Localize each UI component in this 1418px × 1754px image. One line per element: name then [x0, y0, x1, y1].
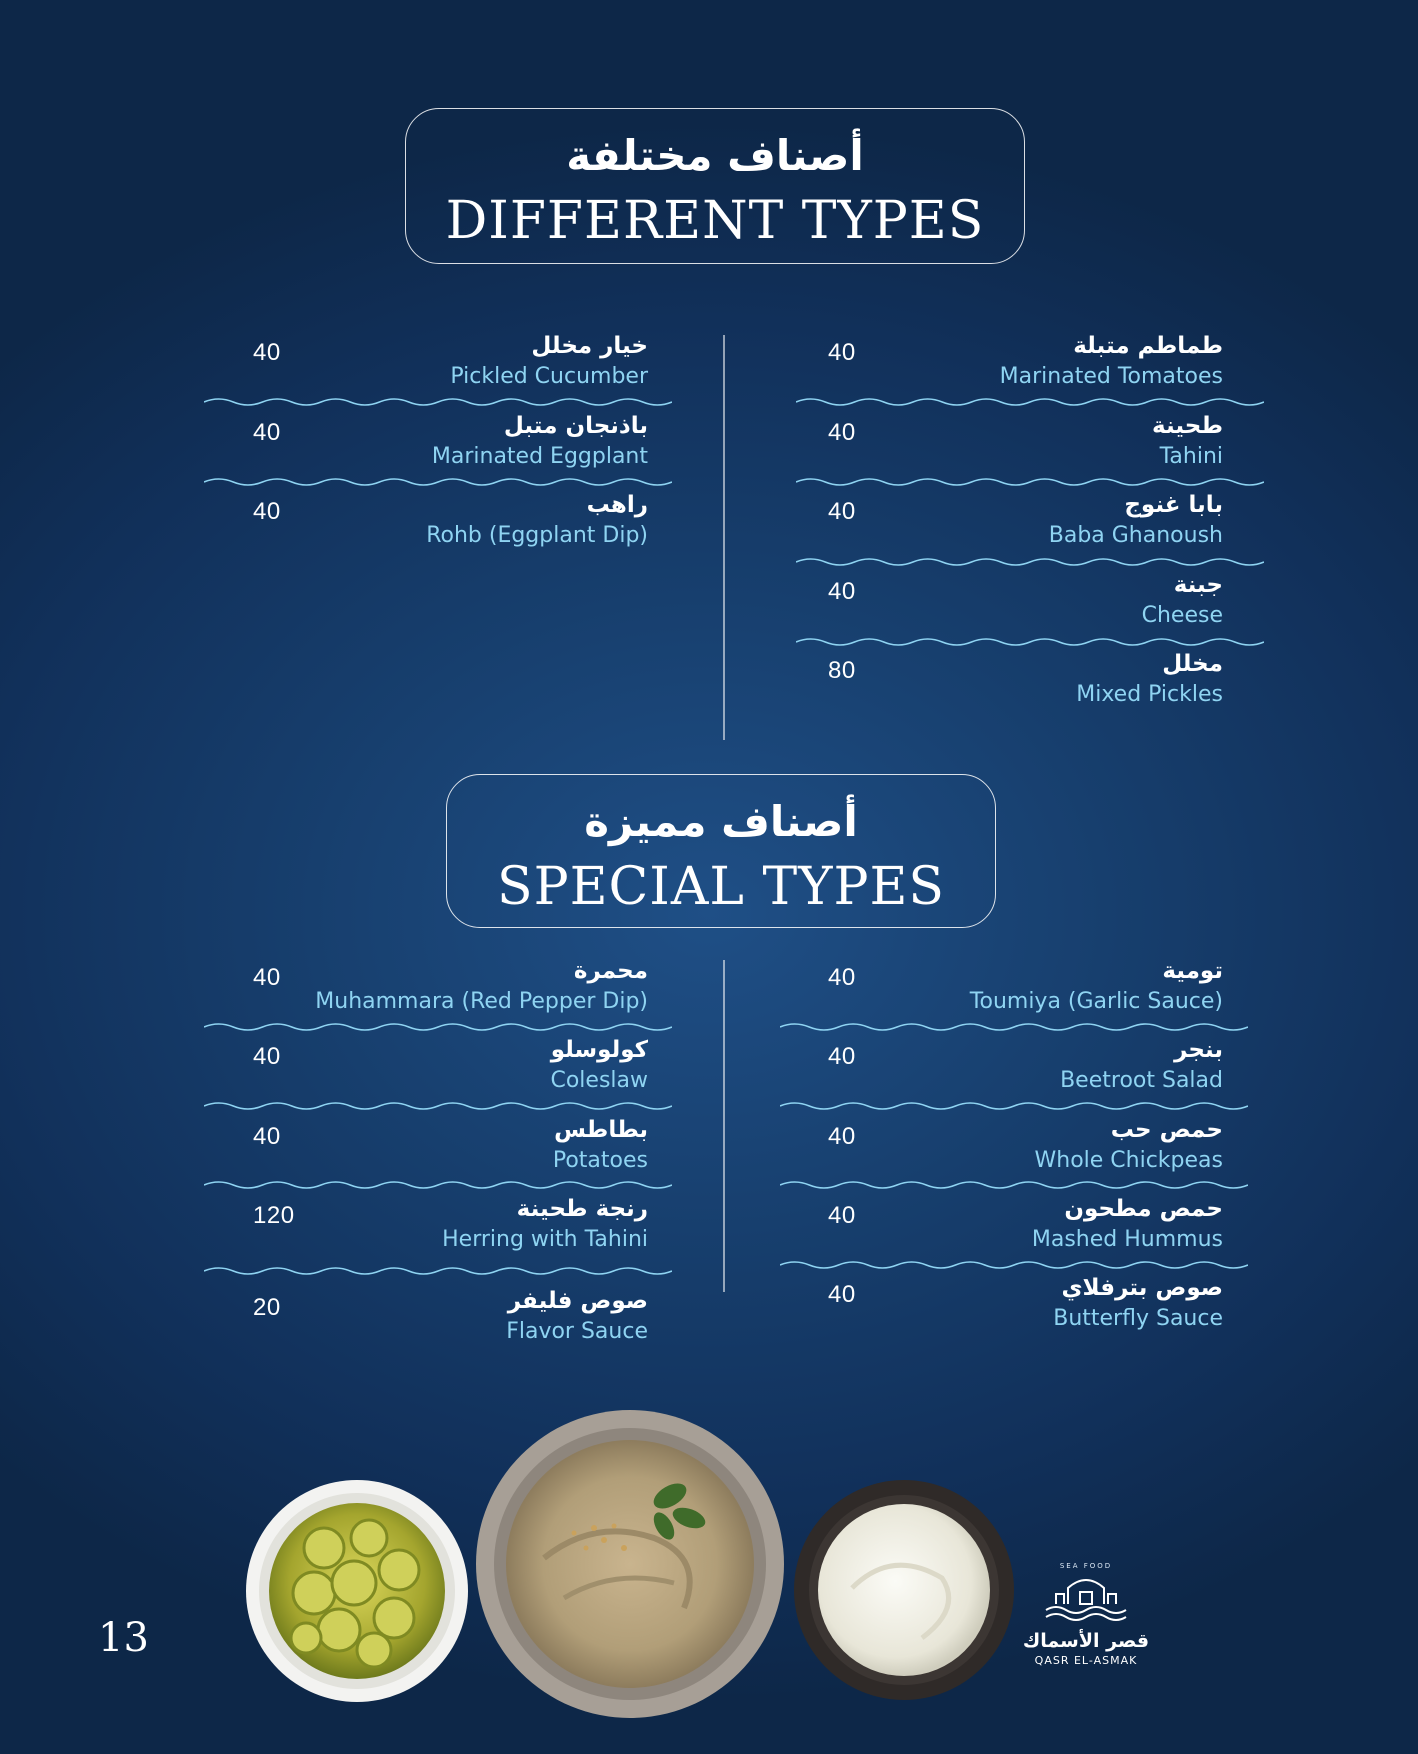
wave-separator: [780, 1178, 1248, 1192]
item-name-en: Cheese: [1141, 603, 1223, 628]
item-name-en: Baba Ghanoush: [1048, 523, 1223, 548]
brand-logo: [1022, 1562, 1150, 1667]
item-name-en: Herring with Tahini: [442, 1227, 648, 1252]
item-name-ar: راهب: [586, 492, 648, 518]
item-price: 40: [828, 578, 856, 605]
item-price: 40: [828, 964, 856, 991]
item-name-ar: مخلل: [1162, 651, 1223, 677]
menu-item: [828, 958, 1223, 1018]
column-divider: [723, 335, 725, 740]
menu-item: [828, 492, 1223, 552]
item-price: 40: [253, 419, 281, 446]
item-name-en: Tahini: [1159, 444, 1223, 469]
item-name-ar: محمرة: [573, 958, 648, 984]
logo-name-en: QASR EL-ASMAK: [1034, 1654, 1138, 1667]
item-price: 40: [828, 1202, 856, 1229]
logo-name-ar: قصر الأسماك: [1022, 1630, 1150, 1652]
item-name-ar: بابا غنوج: [1124, 492, 1223, 518]
pickles-bowl-image: [244, 1478, 470, 1704]
baba-ghanoush-bowl-image: [474, 1408, 786, 1720]
item-price: 40: [253, 339, 281, 366]
menu-item: [253, 1037, 648, 1097]
item-name-ar: تومية: [1162, 958, 1223, 984]
item-name-en: Toumiya (Garlic Sauce): [969, 989, 1223, 1014]
item-name-en: Rohb (Eggplant Dip): [426, 523, 648, 548]
item-price: 40: [253, 498, 281, 525]
item-price: 40: [828, 1043, 856, 1070]
item-price: 40: [253, 1043, 281, 1070]
item-price: 40: [253, 1123, 281, 1150]
item-price: 80: [828, 657, 856, 684]
wave-separator: [796, 475, 1264, 489]
item-name-ar: بنجر: [1174, 1037, 1223, 1063]
item-name-ar: كولوسلو: [550, 1037, 648, 1063]
menu-item: [253, 333, 648, 393]
wave-separator: [796, 555, 1264, 569]
menu-item: [253, 958, 648, 1018]
wave-separator: [796, 635, 1264, 649]
section-title-en: SPECIAL TYPES: [496, 857, 946, 917]
wave-separator: [780, 1258, 1248, 1272]
item-name-ar: جبنة: [1173, 572, 1223, 598]
menu-item: [828, 1117, 1223, 1177]
castle-logo-icon: [1038, 1570, 1134, 1624]
menu-item: [828, 413, 1223, 473]
wave-separator: [204, 1178, 672, 1192]
item-price: 40: [828, 339, 856, 366]
item-name-en: Mashed Hummus: [1031, 1227, 1223, 1252]
item-price: 40: [828, 419, 856, 446]
wave-separator: [204, 475, 672, 489]
menu-item: [828, 1037, 1223, 1097]
logo-tagline: SEA FOOD: [1059, 1562, 1113, 1570]
menu-item: [253, 1196, 648, 1256]
item-name-ar: حمص حب: [1110, 1117, 1223, 1143]
item-price: 40: [828, 1281, 856, 1308]
section-header-different-types: [405, 108, 1025, 264]
section-title-en: DIFFERENT TYPES: [445, 191, 985, 251]
column-divider: [723, 960, 725, 1292]
item-name-ar: رنجة طحينة: [516, 1196, 648, 1222]
item-name-ar: طماطم متبلة: [1073, 333, 1223, 359]
item-name-en: Coleslaw: [550, 1068, 648, 1093]
item-name-en: Flavor Sauce: [506, 1319, 648, 1344]
item-name-ar: صوص بترفلاي: [1061, 1275, 1223, 1301]
item-price: 20: [253, 1294, 281, 1321]
menu-item: [253, 1288, 648, 1348]
wave-separator: [780, 1099, 1248, 1113]
wave-separator: [204, 1099, 672, 1113]
menu-item: [828, 572, 1223, 632]
menu-item: [253, 1117, 648, 1177]
section-title-ar: أصناف مميزة: [584, 797, 858, 846]
item-name-ar: حمص مطحون: [1064, 1196, 1223, 1222]
section-header-special-types: [446, 774, 996, 928]
item-price: 40: [828, 498, 856, 525]
item-name-ar: خيار مخلل: [531, 333, 648, 359]
item-name-en: Potatoes: [552, 1148, 648, 1173]
item-name-ar: بطاطس: [554, 1117, 648, 1143]
menu-item: [253, 492, 648, 552]
wave-separator: [204, 395, 672, 409]
item-name-ar: صوص فليفر: [507, 1288, 648, 1314]
item-name-ar: طحينة: [1152, 413, 1223, 439]
item-name-en: Marinated Eggplant: [431, 444, 648, 469]
item-name-en: Pickled Cucumber: [450, 364, 648, 389]
menu-item: [828, 1196, 1223, 1256]
wave-separator: [204, 1264, 672, 1278]
item-name-ar: باذنجان متبل: [503, 413, 648, 439]
garlic-sauce-bowl-image: [792, 1478, 1016, 1702]
item-name-en: Mixed Pickles: [1076, 682, 1223, 707]
menu-item: [253, 413, 648, 473]
menu-item: [828, 1275, 1223, 1335]
wave-separator: [780, 1020, 1248, 1034]
page-number: 13: [98, 1615, 149, 1661]
item-name-en: Muhammara (Red Pepper Dip): [315, 989, 648, 1014]
section-title-ar: أصناف مختلفة: [566, 131, 864, 180]
menu-item: [828, 651, 1223, 711]
menu-item: [828, 333, 1223, 393]
item-name-en: Whole Chickpeas: [1034, 1148, 1223, 1173]
wave-separator: [204, 1020, 672, 1034]
item-name-en: Beetroot Salad: [1060, 1068, 1223, 1093]
item-price: 120: [253, 1202, 295, 1229]
item-name-en: Marinated Tomatoes: [999, 364, 1223, 389]
item-price: 40: [253, 964, 281, 991]
wave-separator: [796, 395, 1264, 409]
item-price: 40: [828, 1123, 856, 1150]
item-name-en: Butterfly Sauce: [1053, 1306, 1223, 1331]
